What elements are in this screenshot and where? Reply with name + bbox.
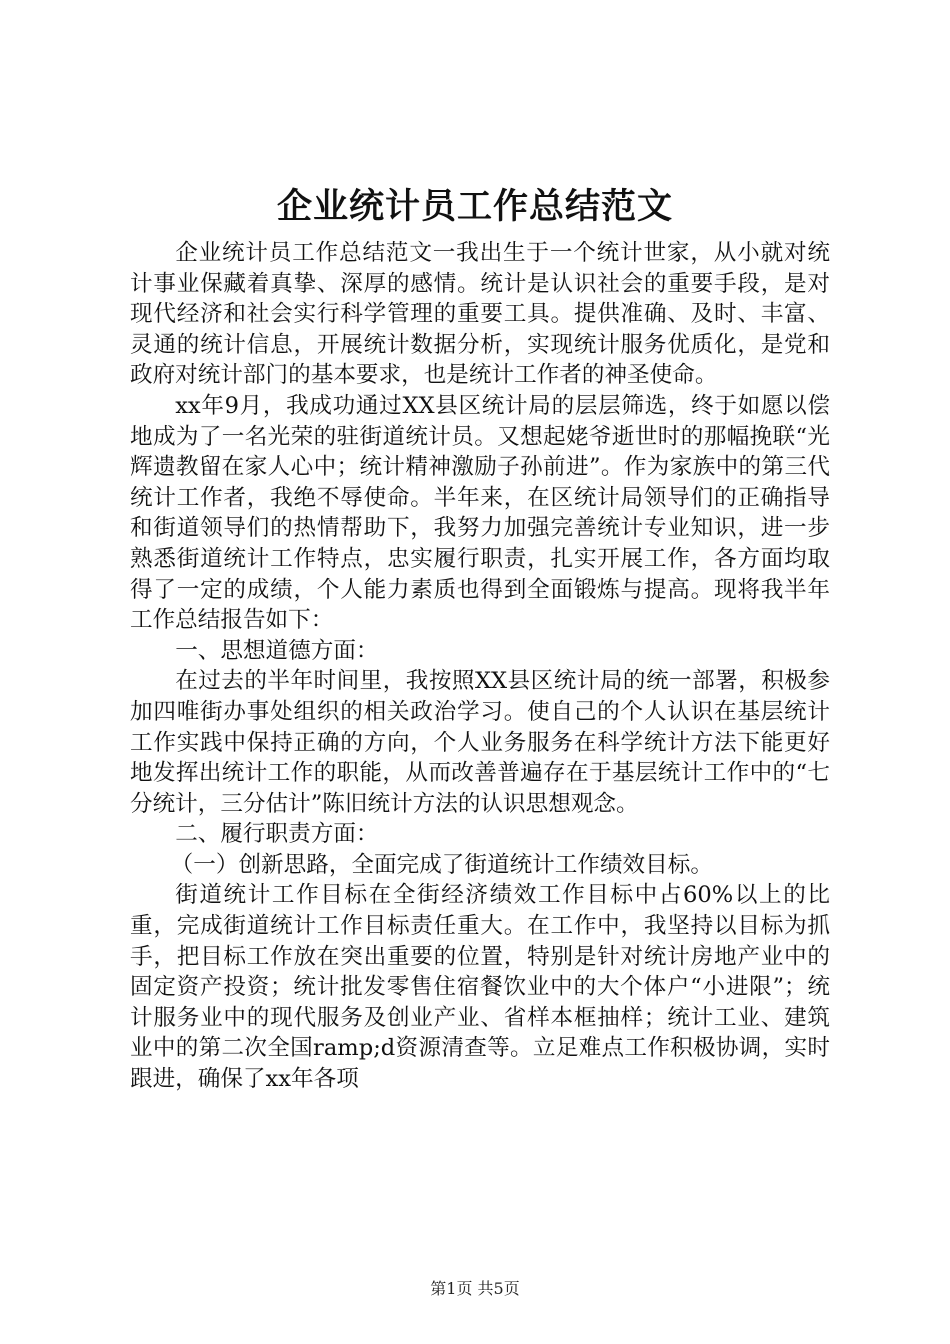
section-heading-duties: 二、履行职责方面：	[175, 821, 379, 848]
paragraph-goals: 街道统计工作目标在全街经济绩效工作目标中占60%以上的比重，完成街道统计工作目标责任重大。在工作中，我坚持以目标为抓手，把目标工作放在突出重要的位置，特别是针对统计房地产业中的固定资产投资；统计批发零售住宿餐饮业中的大个体户“小进限”；统计服务业中的现代服务及创业产业、省样本框抽样；统计工业、建筑业中的第二次全国ramp;d资源清查等。立足难点工作积极协调，实时跟进，确保了xx年各项	[130, 882, 830, 1093]
paragraph-background: xx年9月，我成功通过XX县区统计局的层层筛选，终于如愿以偿地成为了一名光荣的驻街道统计员。又想起姥爷逝世时的那幅挽联“光辉遗教留在家人心中；统计精神激励子孙前进”。作为家族中的第三代统计工作者，我绝不辱使命。半年来，在区统计局领导们的正确指导和街道领导们的热情帮助下，我努力加强完善统计专业知识，进一步熟悉街道统计工作特点，忠实履行职责，扎实开展工作，各方面均取得了一定的成绩，个人能力素质也得到全面锻炼与提高。现将我半年工作总结报告如下：	[130, 392, 830, 634]
document-body	[130, 238, 830, 1095]
page-footer: 第1页 共5页	[430, 1279, 520, 1298]
section-heading-ethics: 一、思想道德方面：	[175, 637, 379, 664]
document-title: 企业统计员工作总结范文	[276, 186, 673, 227]
paragraph-ethics: 在过去的半年时间里，我按照XX县区统计局的统一部署，积极参加四唯街办事处组织的相关政治学习。使自己的个人认识在基层统计工作实践中保持正确的方向，个人业务服务在科学统计方法下能更好地发挥出统计工作的职能，从而改善普遍存在于基层统计工作中的“七分统计，三分估计”陈旧统计方法的认识思想观念。	[130, 668, 830, 817]
paragraph-intro: 企业统计员工作总结范文一我出生于一个统计世家，从小就对统计事业保藏着真挚、深厚的感情。统计是认识社会的重要手段，是对现代经济和社会实行科学管理的重要工具。提供准确、及时、丰富、灵通的统计信息，开展统计数据分析，实现统计服务优质化，是党和政府对统计部门的基本要求，也是统计工作者的神圣使命。	[130, 240, 830, 389]
subsection-heading-innovation: （一）创新思路，全面完成了街道统计工作绩效目标。	[170, 851, 713, 878]
